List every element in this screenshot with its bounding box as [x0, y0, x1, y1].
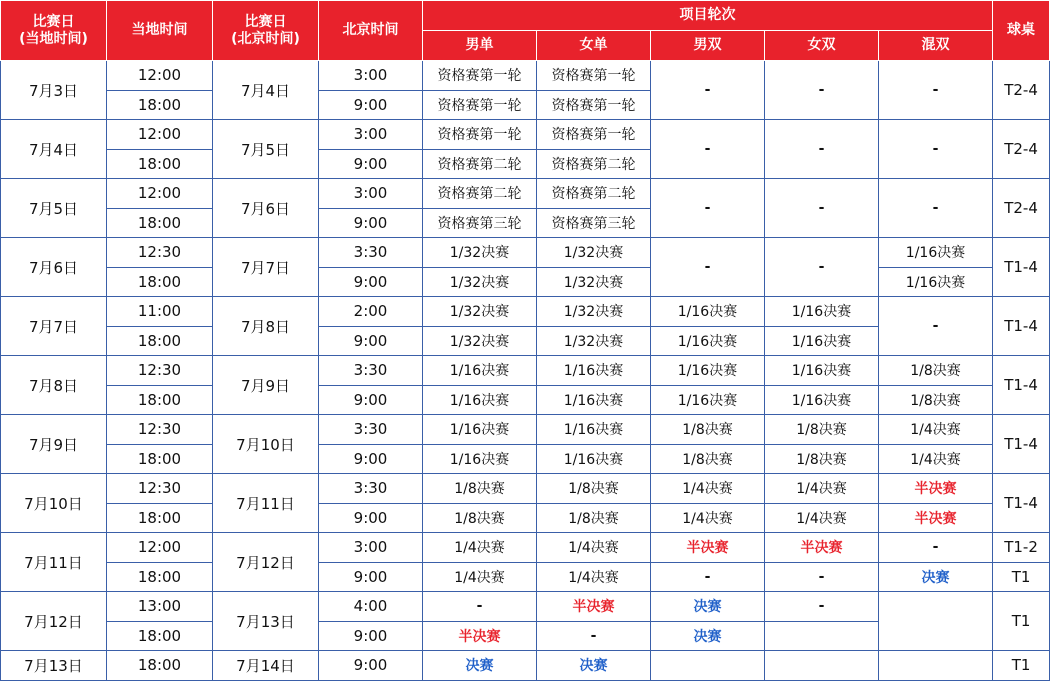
- beijing-time: 3:00: [319, 179, 423, 209]
- local-time: 18:00: [107, 651, 213, 681]
- match-day-local: 7月11日: [1, 533, 107, 592]
- event-womens-doubles-round: -: [765, 120, 879, 179]
- match-day-local: 7月6日: [1, 238, 107, 297]
- table-row: [1, 297, 1050, 327]
- table-body: [1, 61, 1050, 681]
- beijing-time: 9:00: [319, 149, 423, 179]
- event-womens-singles-round: 1/4决赛: [537, 533, 651, 563]
- event-womens-singles-round: 1/16决赛: [537, 444, 651, 474]
- table-row: [1, 503, 1050, 533]
- table-row: [1, 592, 1050, 622]
- event-mens-doubles-round: -: [651, 562, 765, 592]
- beijing-time: 9:00: [319, 621, 423, 651]
- event-mens-singles-round: 1/32决赛: [423, 238, 537, 268]
- event-womens-singles-round: 资格赛第一轮: [537, 61, 651, 91]
- local-time: 12:00: [107, 179, 213, 209]
- event-mens-singles-round: 资格赛第三轮: [423, 208, 537, 238]
- table-assignment: T1: [993, 651, 1050, 681]
- match-day-beijing: 7月10日: [213, 415, 319, 474]
- event-mens-singles-round: 资格赛第二轮: [423, 179, 537, 209]
- table-row: [1, 238, 1050, 268]
- table-assignment: T1-4: [993, 297, 1050, 356]
- header-event-mens-doubles: 男双: [651, 31, 765, 61]
- event-mens-doubles-round: 半决赛: [651, 533, 765, 563]
- event-womens-doubles-round: [765, 651, 879, 681]
- event-mens-doubles-round: 1/16决赛: [651, 326, 765, 356]
- event-mens-singles-round: 1/4决赛: [423, 533, 537, 563]
- event-mens-doubles-round: [651, 651, 765, 681]
- header-table: 球桌: [993, 1, 1050, 61]
- event-mens-doubles-round: -: [651, 179, 765, 238]
- match-day-beijing: 7月6日: [213, 179, 319, 238]
- local-time: 13:00: [107, 592, 213, 622]
- match-day-local: 7月12日: [1, 592, 107, 651]
- beijing-time: 9:00: [319, 267, 423, 297]
- event-mixed-doubles-round: 1/8决赛: [879, 385, 993, 415]
- match-day-local: 7月8日: [1, 356, 107, 415]
- local-time: 12:30: [107, 474, 213, 504]
- local-time: 18:00: [107, 90, 213, 120]
- beijing-time: 3:30: [319, 238, 423, 268]
- header-event-womens-doubles: 女双: [765, 31, 879, 61]
- match-day-beijing: 7月7日: [213, 238, 319, 297]
- event-mixed-doubles-round: 半决赛: [879, 474, 993, 504]
- local-time: 18:00: [107, 562, 213, 592]
- event-womens-doubles-round: 1/8决赛: [765, 444, 879, 474]
- event-mens-doubles-round: 1/16决赛: [651, 356, 765, 386]
- match-day-local: 7月5日: [1, 179, 107, 238]
- event-womens-doubles-round: 1/16决赛: [765, 297, 879, 327]
- local-time: 18:00: [107, 503, 213, 533]
- event-womens-singles-round: 1/16决赛: [537, 415, 651, 445]
- match-day-beijing: 7月8日: [213, 297, 319, 356]
- event-mens-singles-round: 1/4决赛: [423, 562, 537, 592]
- local-time: 18:00: [107, 385, 213, 415]
- beijing-time: 3:30: [319, 415, 423, 445]
- event-mens-singles-round: 资格赛第一轮: [423, 61, 537, 91]
- match-day-beijing: 7月9日: [213, 356, 319, 415]
- local-time: 18:00: [107, 621, 213, 651]
- match-day-local: 7月10日: [1, 474, 107, 533]
- event-womens-doubles-round: -: [765, 562, 879, 592]
- event-mixed-doubles-round: 决赛: [879, 562, 993, 592]
- table-assignment: T2-4: [993, 179, 1050, 238]
- table-assignment: T2-4: [993, 120, 1050, 179]
- table-assignment: T1-4: [993, 238, 1050, 297]
- beijing-time: 9:00: [319, 90, 423, 120]
- table-row: [1, 415, 1050, 445]
- beijing-time: 3:30: [319, 356, 423, 386]
- table-assignment: T1-4: [993, 415, 1050, 474]
- local-time: 18:00: [107, 208, 213, 238]
- local-time: 18:00: [107, 149, 213, 179]
- local-time: 12:00: [107, 61, 213, 91]
- event-mens-singles-round: 决赛: [423, 651, 537, 681]
- table-row: [1, 474, 1050, 504]
- beijing-time: 3:00: [319, 533, 423, 563]
- table-row: [1, 179, 1050, 209]
- local-time: 11:00: [107, 297, 213, 327]
- event-mixed-doubles-round: -: [879, 61, 993, 120]
- event-womens-singles-round: 决赛: [537, 651, 651, 681]
- event-womens-doubles-round: 1/16决赛: [765, 356, 879, 386]
- table-row: [1, 267, 1050, 297]
- event-womens-doubles-round: 1/4决赛: [765, 474, 879, 504]
- match-day-beijing: 7月11日: [213, 474, 319, 533]
- match-day-local: 7月7日: [1, 297, 107, 356]
- table-row: [1, 385, 1050, 415]
- event-mens-doubles-round: 1/4决赛: [651, 503, 765, 533]
- event-mixed-doubles-round: 半决赛: [879, 503, 993, 533]
- event-mixed-doubles-round: 1/4决赛: [879, 415, 993, 445]
- table-row: [1, 61, 1050, 91]
- table-assignment: T1-4: [993, 356, 1050, 415]
- match-day-local: 7月13日: [1, 651, 107, 681]
- local-time: 12:30: [107, 356, 213, 386]
- beijing-time: 9:00: [319, 326, 423, 356]
- event-mens-singles-round: 1/16决赛: [423, 356, 537, 386]
- event-womens-singles-round: -: [537, 621, 651, 651]
- event-mens-doubles-round: 1/4决赛: [651, 474, 765, 504]
- event-womens-doubles-round: -: [765, 61, 879, 120]
- table-row: [1, 562, 1050, 592]
- table-header: [1, 1, 1050, 61]
- event-mens-doubles-round: 1/16决赛: [651, 297, 765, 327]
- event-womens-singles-round: 1/32决赛: [537, 326, 651, 356]
- event-womens-singles-round: 半决赛: [537, 592, 651, 622]
- event-mens-doubles-round: 1/16决赛: [651, 385, 765, 415]
- event-mens-singles-round: 1/8决赛: [423, 474, 537, 504]
- event-mens-singles-round: 1/16决赛: [423, 444, 537, 474]
- event-mens-singles-round: 1/32决赛: [423, 297, 537, 327]
- table-row: [1, 356, 1050, 386]
- table-row: [1, 444, 1050, 474]
- event-mixed-doubles-round: [879, 592, 993, 651]
- header-event-rounds: 项目轮次: [423, 1, 993, 31]
- local-time: 12:30: [107, 415, 213, 445]
- event-mixed-doubles-round: 1/16决赛: [879, 267, 993, 297]
- match-day-beijing: 7月4日: [213, 61, 319, 120]
- table-row: [1, 651, 1050, 681]
- table-assignment: T1: [993, 562, 1050, 592]
- match-day-local: 7月4日: [1, 120, 107, 179]
- event-mens-doubles-round: 决赛: [651, 592, 765, 622]
- beijing-time: 4:00: [319, 592, 423, 622]
- match-day-local: 7月9日: [1, 415, 107, 474]
- event-mixed-doubles-round: -: [879, 533, 993, 563]
- match-day-beijing: 7月12日: [213, 533, 319, 592]
- event-mens-doubles-round: 1/8决赛: [651, 415, 765, 445]
- header-local-time: 当地时间: [107, 1, 213, 61]
- event-mens-singles-round: 资格赛第一轮: [423, 90, 537, 120]
- header-beijing-time: 北京时间: [319, 1, 423, 61]
- event-mens-singles-round: 1/8决赛: [423, 503, 537, 533]
- match-day-local: 7月3日: [1, 61, 107, 120]
- match-day-beijing: 7月13日: [213, 592, 319, 651]
- table-assignment: T1: [993, 592, 1050, 651]
- event-mens-singles-round: 1/32决赛: [423, 267, 537, 297]
- event-mixed-doubles-round: [879, 651, 993, 681]
- beijing-time: 3:30: [319, 474, 423, 504]
- event-womens-singles-round: 1/32决赛: [537, 238, 651, 268]
- event-mens-singles-round: 1/16决赛: [423, 385, 537, 415]
- event-mens-doubles-round: -: [651, 61, 765, 120]
- event-womens-singles-round: 1/4决赛: [537, 562, 651, 592]
- event-womens-singles-round: 资格赛第一轮: [537, 90, 651, 120]
- event-womens-doubles-round: -: [765, 179, 879, 238]
- event-mixed-doubles-round: -: [879, 120, 993, 179]
- event-mens-doubles-round: -: [651, 238, 765, 297]
- event-womens-singles-round: 1/8决赛: [537, 474, 651, 504]
- event-mens-doubles-round: 1/8决赛: [651, 444, 765, 474]
- event-womens-doubles-round: 1/16决赛: [765, 385, 879, 415]
- beijing-time: 9:00: [319, 503, 423, 533]
- table-assignment: T1-4: [993, 474, 1050, 533]
- local-time: 12:00: [107, 533, 213, 563]
- event-womens-singles-round: 资格赛第二轮: [537, 179, 651, 209]
- local-time: 12:30: [107, 238, 213, 268]
- event-womens-singles-round: 资格赛第三轮: [537, 208, 651, 238]
- event-womens-doubles-round: 半决赛: [765, 533, 879, 563]
- table-assignment: T2-4: [993, 61, 1050, 120]
- event-mens-singles-round: 半决赛: [423, 621, 537, 651]
- header-match-day-beijing: 比赛日 (北京时间): [213, 1, 319, 61]
- local-time: 18:00: [107, 267, 213, 297]
- beijing-time: 3:00: [319, 120, 423, 150]
- match-day-beijing: 7月14日: [213, 651, 319, 681]
- event-womens-doubles-round: 决赛: [651, 621, 765, 651]
- header-event-womens-singles: 女单: [537, 31, 651, 61]
- event-mens-singles-round: 1/16决赛: [423, 415, 537, 445]
- local-time: 12:00: [107, 120, 213, 150]
- beijing-time: 3:00: [319, 61, 423, 91]
- event-mens-singles-round: 资格赛第一轮: [423, 120, 537, 150]
- beijing-time: 9:00: [319, 385, 423, 415]
- header-match-day-local: 比赛日 (当地时间): [1, 1, 107, 61]
- match-day-beijing: 7月5日: [213, 120, 319, 179]
- event-mens-singles-round: 资格赛第二轮: [423, 149, 537, 179]
- event-womens-doubles-round: 1/16决赛: [765, 326, 879, 356]
- event-womens-doubles-round: -: [765, 238, 879, 297]
- event-womens-singles-round: 1/32决赛: [537, 267, 651, 297]
- event-womens-singles-round: 1/16决赛: [537, 356, 651, 386]
- event-womens-singles-round: 资格赛第二轮: [537, 149, 651, 179]
- event-womens-singles-round: 1/16决赛: [537, 385, 651, 415]
- beijing-time: 2:00: [319, 297, 423, 327]
- event-womens-singles-round: 1/32决赛: [537, 297, 651, 327]
- beijing-time: 9:00: [319, 651, 423, 681]
- header-event-mixed-doubles: 混双: [879, 31, 993, 61]
- table-row: [1, 533, 1050, 563]
- event-womens-singles-round: 资格赛第一轮: [537, 120, 651, 150]
- header-event-mens-singles: 男单: [423, 31, 537, 61]
- beijing-time: 9:00: [319, 208, 423, 238]
- event-mens-singles-round: 1/32决赛: [423, 326, 537, 356]
- event-mixed-doubles-round: 1/4决赛: [879, 444, 993, 474]
- event-womens-doubles-round: 1/8决赛: [765, 415, 879, 445]
- event-mixed-doubles-round: 1/8决赛: [879, 356, 993, 386]
- local-time: 18:00: [107, 444, 213, 474]
- event-womens-doubles-round: 1/4决赛: [765, 503, 879, 533]
- local-time: 18:00: [107, 326, 213, 356]
- event-mens-doubles-round: -: [651, 120, 765, 179]
- event-mixed-doubles-round: -: [879, 297, 993, 356]
- beijing-time: 9:00: [319, 562, 423, 592]
- event-mixed-doubles-round: -: [879, 179, 993, 238]
- event-mens-singles-round: -: [423, 592, 537, 622]
- beijing-time: 9:00: [319, 444, 423, 474]
- table-assignment: T1-2: [993, 533, 1050, 563]
- table-row: [1, 120, 1050, 150]
- event-mixed-doubles-round: 1/16决赛: [879, 238, 993, 268]
- event-womens-singles-round: 1/8决赛: [537, 503, 651, 533]
- event-womens-doubles-round: -: [765, 592, 879, 622]
